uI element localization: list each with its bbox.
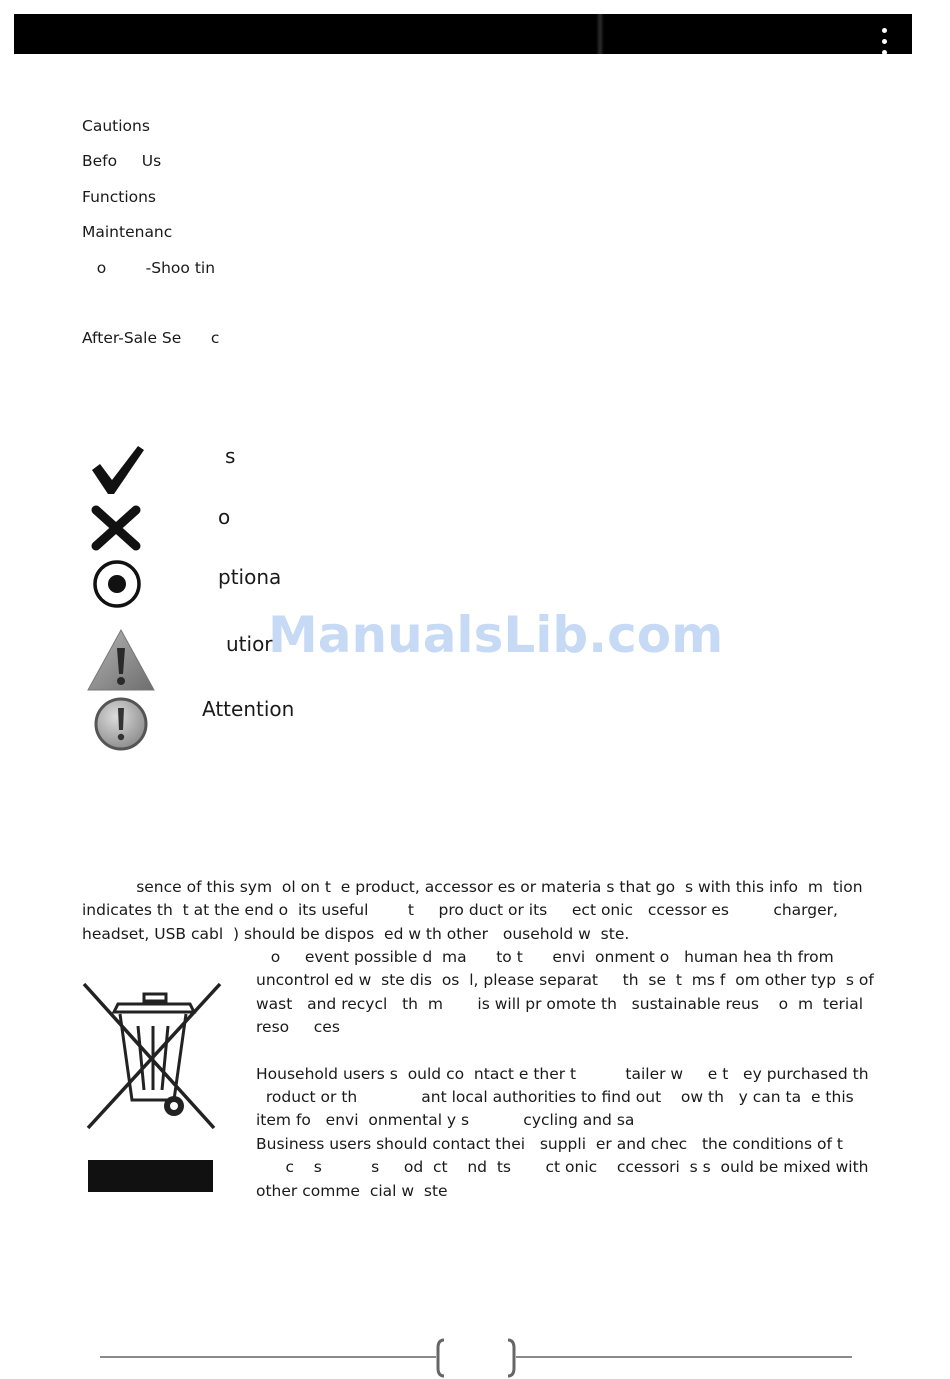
legend-label-optional: ptiona: [218, 565, 282, 589]
weee-body-line: c s s od ct nd ts ct onic ccessori s s ould be mixed with: [256, 1158, 869, 1177]
weee-body-line: other comme cial w ste: [256, 1181, 448, 1200]
header-bar-divider: [596, 14, 604, 54]
legend-label-no: o: [218, 505, 231, 529]
cross-icon: [90, 504, 142, 552]
toc-item-maintenance[interactable]: Maintenanc: [82, 223, 173, 241]
legend-label-caution: utior: [226, 632, 273, 656]
weee-body-line: item fo envi onmental y s cycling and sa: [256, 1111, 635, 1130]
legend-label-yes: s: [225, 444, 236, 468]
weee-intro-line: sence of this sym ol on t e product, accessor es or materia s that go s with this info m tion: [82, 878, 863, 896]
weee-body-line: roduct or th ant local authorities to find out ow th y can ta e this: [256, 1088, 854, 1107]
crossed-out-bin-icon: [82, 982, 224, 1132]
attention-circle-icon: [93, 696, 149, 752]
toc-item-before-use[interactable]: Befo Us: [82, 152, 162, 170]
footer-rule-left: [100, 1356, 436, 1358]
page-number-brackets: [434, 1338, 518, 1378]
more-menu-icon[interactable]: [882, 28, 886, 61]
footer-rule-right: [516, 1356, 852, 1358]
toc-item-after-sale-service[interactable]: After-Sale Se c: [82, 329, 220, 347]
weee-body-line: o event possible d ma to t envi onment o human hea th from: [256, 948, 834, 966]
weee-intro-line: indicates th t at the end o its useful t pro duct or its ect onic ccessor es charger,: [82, 901, 838, 920]
weee-body-line: Household users s ould co ntact e ther t tailer w e t ey purchased th: [256, 1064, 869, 1083]
header-bar: [14, 14, 912, 54]
weee-intro-paragraph: [82, 876, 872, 946]
weee-body-line: Business users should contact thei suppli er and chec the conditions of t: [256, 1134, 843, 1153]
caution-triangle-icon: [86, 628, 156, 692]
weee-body-line: wast and recycl th m is will pr omote th sustainable reus o m terial: [256, 994, 864, 1013]
weee-body-line: uncontrol ed w ste dis os l, please separat th se t ms f om other typ s of: [256, 971, 874, 990]
watermark-text: ManualsLib.com: [268, 606, 724, 664]
legend-label-attention: Attention: [202, 697, 295, 721]
checkmark-icon: [90, 444, 146, 496]
optional-circle-icon: [91, 558, 143, 610]
toc-item-cautions[interactable]: Cautions: [82, 117, 150, 135]
bin-underline-bar: [88, 1160, 213, 1192]
toc-item-trouble-shooting[interactable]: o -Shoo tin: [82, 259, 216, 277]
weee-body-paragraph: [256, 946, 876, 1203]
weee-body-line: reso ces: [256, 1018, 340, 1037]
weee-intro-line: headset, USB cabl ) should be dispos ed w th other ousehold w ste.: [82, 924, 630, 943]
toc-item-functions[interactable]: Functions: [82, 188, 157, 206]
